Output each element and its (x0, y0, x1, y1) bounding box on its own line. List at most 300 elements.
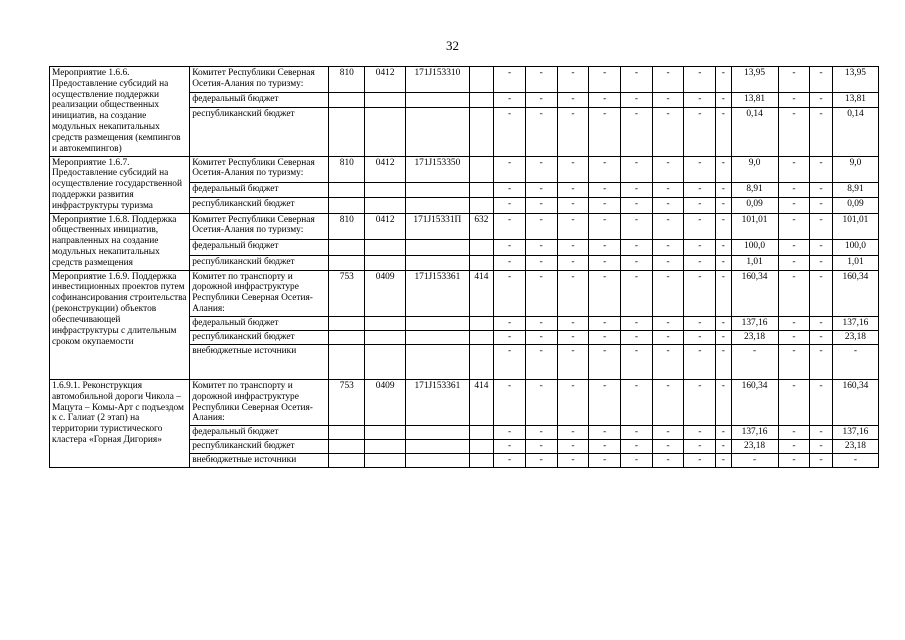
year-value-cell: - (525, 344, 557, 379)
expense-type-cell (469, 255, 494, 270)
expense-type-cell (469, 426, 494, 440)
year-value-cell: - (621, 213, 653, 240)
table-row (50, 213, 879, 240)
year-value-cell: - (810, 270, 833, 316)
year-value-cell: - (652, 213, 684, 240)
year-value-cell: 13,81 (731, 93, 778, 108)
year-value-cell: - (494, 255, 526, 270)
target-article-cell (406, 255, 469, 270)
target-article-cell (406, 453, 469, 467)
year-value-cell: - (525, 156, 557, 183)
year-value-cell: - (557, 316, 589, 330)
year-value-cell: - (684, 183, 716, 198)
year-value-cell: - (494, 67, 526, 93)
grbs-code-cell: 810 (329, 213, 365, 240)
year-value-cell: - (684, 316, 716, 330)
year-value-cell: - (525, 240, 557, 255)
year-value-cell: 0,14 (731, 107, 778, 156)
year-value-cell: - (684, 198, 716, 213)
section-code-cell: 0409 (365, 270, 406, 316)
year-value-cell: - (621, 255, 653, 270)
year-value-cell: - (525, 453, 557, 467)
year-value-cell: 13,95 (731, 67, 778, 93)
year-value-cell: - (716, 439, 731, 453)
total-cell: 23,18 (832, 439, 878, 453)
year-value-cell: - (810, 330, 833, 344)
year-value-cell: - (652, 198, 684, 213)
year-value-cell: - (652, 67, 684, 93)
year-value-cell: - (621, 107, 653, 156)
target-article-cell (406, 240, 469, 255)
total-cell: 0,09 (832, 198, 878, 213)
table-row (50, 67, 879, 93)
year-value-cell: - (494, 453, 526, 467)
grbs-code-cell: 753 (329, 379, 365, 425)
year-value-cell: - (652, 156, 684, 183)
target-article-cell (406, 330, 469, 344)
section-code-cell (365, 255, 406, 270)
year-value-cell: - (621, 344, 653, 379)
year-value-cell: - (494, 344, 526, 379)
year-value-cell: - (652, 453, 684, 467)
year-value-cell: - (810, 198, 833, 213)
year-value-cell: - (810, 255, 833, 270)
year-value-cell: - (778, 453, 810, 467)
year-value-cell: - (557, 198, 589, 213)
year-value-cell: - (778, 156, 810, 183)
target-article-cell: 171J15331П (406, 213, 469, 240)
year-value-cell: - (684, 453, 716, 467)
funding-source-cell: республиканский бюджет (190, 198, 329, 213)
year-value-cell: - (684, 213, 716, 240)
total-cell: 8,91 (832, 183, 878, 198)
expense-type-cell: 414 (469, 379, 494, 425)
target-article-cell: 171J153350 (406, 156, 469, 183)
activity-name-cell: Мероприятие 1.6.7. Предоставление субсидий на осуществление государственной поддержки развития инфраструктуры туризма (50, 156, 190, 213)
year-value-cell: - (589, 330, 621, 344)
year-value-cell: - (810, 183, 833, 198)
year-value-cell: - (589, 107, 621, 156)
expense-type-cell: 414 (469, 270, 494, 316)
year-value-cell: - (621, 379, 653, 425)
section-code-cell (365, 439, 406, 453)
year-value-cell: - (731, 453, 778, 467)
year-value-cell: - (684, 379, 716, 425)
year-value-cell: - (778, 330, 810, 344)
grbs-code-cell (329, 453, 365, 467)
grbs-code-cell (329, 316, 365, 330)
funding-source-cell: федеральный бюджет (190, 240, 329, 255)
year-value-cell: - (557, 255, 589, 270)
year-value-cell: - (621, 67, 653, 93)
year-value-cell: - (525, 213, 557, 240)
year-value-cell: - (589, 93, 621, 108)
grbs-code-cell (329, 255, 365, 270)
funding-source-cell: республиканский бюджет (190, 330, 329, 344)
table-row (50, 379, 879, 425)
year-value-cell: - (716, 93, 731, 108)
year-value-cell: - (810, 453, 833, 467)
grbs-code-cell (329, 198, 365, 213)
total-cell: 13,95 (832, 67, 878, 93)
table-row (50, 270, 879, 316)
section-code-cell (365, 426, 406, 440)
year-value-cell: - (810, 316, 833, 330)
year-value-cell: - (494, 240, 526, 255)
section-code-cell: 0412 (365, 156, 406, 183)
expense-type-cell (469, 93, 494, 108)
year-value-cell: - (621, 240, 653, 255)
expense-type-cell (469, 344, 494, 379)
year-value-cell: - (589, 270, 621, 316)
table-row (50, 156, 879, 183)
year-value-cell: - (589, 183, 621, 198)
section-code-cell (365, 344, 406, 379)
year-value-cell: - (716, 183, 731, 198)
year-value-cell: - (621, 439, 653, 453)
target-article-cell (406, 198, 469, 213)
funding-source-cell: республиканский бюджет (190, 107, 329, 156)
expense-type-cell (469, 183, 494, 198)
year-value-cell: - (716, 426, 731, 440)
target-article-cell (406, 93, 469, 108)
year-value-cell: - (810, 379, 833, 425)
year-value-cell: - (778, 344, 810, 379)
funding-source-cell: Комитет по транспорту и дорожной инфраструктуре Республики Северная Осетия-Алания: (190, 379, 329, 425)
year-value-cell: - (684, 107, 716, 156)
year-value-cell: - (716, 255, 731, 270)
funding-source-cell: Комитет Республики Северная Осетия-Алания по туризму: (190, 213, 329, 240)
year-value-cell: - (494, 270, 526, 316)
year-value-cell: - (778, 439, 810, 453)
year-value-cell: - (716, 240, 731, 255)
section-code-cell: 0409 (365, 379, 406, 425)
year-value-cell: - (621, 426, 653, 440)
year-value-cell: - (557, 453, 589, 467)
year-value-cell: - (525, 183, 557, 198)
expense-type-cell: 632 (469, 213, 494, 240)
page-number: 32 (446, 38, 459, 53)
funding-source-cell: федеральный бюджет (190, 316, 329, 330)
year-value-cell: - (557, 213, 589, 240)
year-value-cell: 101,01 (731, 213, 778, 240)
year-value-cell: - (652, 439, 684, 453)
year-value-cell: - (557, 270, 589, 316)
year-value-cell: - (778, 183, 810, 198)
year-value-cell: - (621, 270, 653, 316)
year-value-cell: - (621, 183, 653, 198)
grbs-code-cell: 810 (329, 67, 365, 93)
total-cell: 13,81 (832, 93, 878, 108)
target-article-cell (406, 316, 469, 330)
section-code-cell (365, 330, 406, 344)
year-value-cell: - (525, 198, 557, 213)
year-value-cell: - (778, 93, 810, 108)
year-value-cell: - (778, 270, 810, 316)
year-value-cell: - (684, 344, 716, 379)
year-value-cell: - (684, 240, 716, 255)
year-value-cell: - (684, 426, 716, 440)
year-value-cell: - (652, 240, 684, 255)
expense-type-cell (469, 240, 494, 255)
year-value-cell: - (731, 344, 778, 379)
year-value-cell: - (778, 213, 810, 240)
year-value-cell: - (589, 344, 621, 379)
funding-source-cell: Комитет по транспорту и дорожной инфраструктуре Республики Северная Осетия-Алания: (190, 270, 329, 316)
expense-type-cell (469, 198, 494, 213)
year-value-cell: - (621, 316, 653, 330)
year-value-cell: - (778, 107, 810, 156)
target-article-cell (406, 439, 469, 453)
grbs-code-cell (329, 426, 365, 440)
year-value-cell: - (494, 183, 526, 198)
year-value-cell: - (684, 439, 716, 453)
target-article-cell (406, 426, 469, 440)
funding-source-cell: Комитет Республики Северная Осетия-Алания по туризму: (190, 67, 329, 93)
year-value-cell: - (557, 156, 589, 183)
year-value-cell: - (652, 255, 684, 270)
year-value-cell: - (494, 379, 526, 425)
year-value-cell: - (525, 255, 557, 270)
activity-name-cell: Мероприятие 1.6.9. Поддержка инвестиционных проектов путем софинансирования строительства (реконструкции) объектов обеспечивающей инфраструктуры с длительным сроком окупаемости (50, 270, 190, 379)
total-cell: 137,16 (832, 316, 878, 330)
year-value-cell: - (778, 316, 810, 330)
year-value-cell: - (494, 198, 526, 213)
year-value-cell: - (652, 183, 684, 198)
year-value-cell: 137,16 (731, 316, 778, 330)
year-value-cell: - (716, 198, 731, 213)
grbs-code-cell: 810 (329, 156, 365, 183)
target-article-cell: 171J153361 (406, 270, 469, 316)
year-value-cell: - (684, 156, 716, 183)
year-value-cell: - (652, 330, 684, 344)
year-value-cell: - (525, 270, 557, 316)
year-value-cell: - (810, 240, 833, 255)
year-value-cell: - (716, 379, 731, 425)
year-value-cell: - (652, 344, 684, 379)
year-value-cell: 8,91 (731, 183, 778, 198)
year-value-cell: - (716, 330, 731, 344)
year-value-cell: - (589, 439, 621, 453)
section-code-cell (365, 316, 406, 330)
year-value-cell: - (557, 67, 589, 93)
target-article-cell: 171J153310 (406, 67, 469, 93)
year-value-cell: - (589, 379, 621, 425)
section-code-cell (365, 183, 406, 198)
activity-name-cell: Мероприятие 1.6.8. Поддержка общественных инициатив, направленных на создание модульных некапитальных средств размещения (50, 213, 190, 270)
activity-name-cell: Мероприятие 1.6.6. Предоставление субсидий на осуществление поддержки реализации общественных инициатив, на создание модульных некапитальных средств размещения (кемпингов и автокемпингов) (50, 67, 190, 157)
section-code-cell: 0412 (365, 67, 406, 93)
year-value-cell: - (494, 426, 526, 440)
year-value-cell: 160,34 (731, 270, 778, 316)
year-value-cell: - (652, 379, 684, 425)
year-value-cell: - (716, 67, 731, 93)
year-value-cell: 160,34 (731, 379, 778, 425)
year-value-cell: - (652, 107, 684, 156)
year-value-cell: - (525, 330, 557, 344)
year-value-cell: - (810, 426, 833, 440)
year-value-cell: - (494, 107, 526, 156)
grbs-code-cell (329, 183, 365, 198)
funding-source-cell: Комитет Республики Северная Осетия-Алания по туризму: (190, 156, 329, 183)
section-code-cell (365, 107, 406, 156)
year-value-cell: - (810, 67, 833, 93)
year-value-cell: - (778, 67, 810, 93)
year-value-cell: - (778, 379, 810, 425)
total-cell: 160,34 (832, 270, 878, 316)
grbs-code-cell (329, 330, 365, 344)
total-cell: 0,14 (832, 107, 878, 156)
budget-table (49, 66, 879, 468)
year-value-cell: - (494, 93, 526, 108)
year-value-cell: - (557, 330, 589, 344)
total-cell: 100,0 (832, 240, 878, 255)
grbs-code-cell: 753 (329, 270, 365, 316)
year-value-cell: - (557, 93, 589, 108)
target-article-cell (406, 183, 469, 198)
year-value-cell: - (621, 330, 653, 344)
year-value-cell: - (778, 426, 810, 440)
year-value-cell: - (557, 379, 589, 425)
funding-source-cell: внебюджетные источники (190, 453, 329, 467)
year-value-cell: - (525, 93, 557, 108)
year-value-cell: - (778, 198, 810, 213)
year-value-cell: - (621, 453, 653, 467)
funding-source-cell: федеральный бюджет (190, 426, 329, 440)
section-code-cell (365, 240, 406, 255)
year-value-cell: - (494, 330, 526, 344)
expense-type-cell (469, 67, 494, 93)
year-value-cell: - (778, 240, 810, 255)
expense-type-cell (469, 439, 494, 453)
grbs-code-cell (329, 93, 365, 108)
total-cell: - (832, 453, 878, 467)
year-value-cell: - (621, 93, 653, 108)
year-value-cell: 9,0 (731, 156, 778, 183)
funding-source-cell: республиканский бюджет (190, 439, 329, 453)
year-value-cell: - (589, 156, 621, 183)
section-code-cell (365, 453, 406, 467)
expense-type-cell (469, 156, 494, 183)
year-value-cell: - (494, 156, 526, 183)
year-value-cell: - (557, 344, 589, 379)
year-value-cell: 23,18 (731, 330, 778, 344)
year-value-cell: 0,09 (731, 198, 778, 213)
year-value-cell: - (810, 439, 833, 453)
expense-type-cell (469, 107, 494, 156)
year-value-cell: - (716, 270, 731, 316)
year-value-cell: - (589, 453, 621, 467)
total-cell: 137,16 (832, 426, 878, 440)
total-cell: 23,18 (832, 330, 878, 344)
year-value-cell: - (652, 316, 684, 330)
year-value-cell: - (525, 67, 557, 93)
year-value-cell: - (589, 67, 621, 93)
activity-name-cell: 1.6.9.1. Реконструкция автомобильной дороги Чикола – Мацута – Комы-Арт с подъездом к с. Галиат (2 этап) на территории туристического кластера «Горная Дигория» (50, 379, 190, 467)
year-value-cell: - (778, 255, 810, 270)
year-value-cell: - (557, 183, 589, 198)
year-value-cell: - (716, 316, 731, 330)
section-code-cell (365, 198, 406, 213)
year-value-cell: - (684, 93, 716, 108)
year-value-cell: - (810, 107, 833, 156)
year-value-cell: - (716, 453, 731, 467)
expense-type-cell (469, 316, 494, 330)
expense-type-cell (469, 330, 494, 344)
year-value-cell: - (494, 213, 526, 240)
year-value-cell: - (557, 107, 589, 156)
year-value-cell: - (652, 93, 684, 108)
year-value-cell: - (684, 255, 716, 270)
target-article-cell (406, 344, 469, 379)
year-value-cell: - (652, 270, 684, 316)
year-value-cell: - (589, 198, 621, 213)
year-value-cell: - (494, 316, 526, 330)
total-cell: 1,01 (832, 255, 878, 270)
grbs-code-cell (329, 439, 365, 453)
grbs-code-cell (329, 240, 365, 255)
year-value-cell: - (684, 270, 716, 316)
total-cell: 9,0 (832, 156, 878, 183)
grbs-code-cell (329, 344, 365, 379)
year-value-cell: - (589, 255, 621, 270)
year-value-cell: - (525, 379, 557, 425)
total-cell: 160,34 (832, 379, 878, 425)
year-value-cell: - (494, 439, 526, 453)
year-value-cell: - (557, 426, 589, 440)
year-value-cell: - (810, 156, 833, 183)
target-article-cell: 171J153361 (406, 379, 469, 425)
year-value-cell: - (589, 426, 621, 440)
total-cell: 101,01 (832, 213, 878, 240)
year-value-cell: - (621, 156, 653, 183)
year-value-cell: - (810, 344, 833, 379)
year-value-cell: - (652, 426, 684, 440)
grbs-code-cell (329, 107, 365, 156)
year-value-cell: - (716, 156, 731, 183)
year-value-cell: 1,01 (731, 255, 778, 270)
year-value-cell: - (589, 240, 621, 255)
year-value-cell: - (810, 213, 833, 240)
year-value-cell: - (589, 213, 621, 240)
year-value-cell: 23,18 (731, 439, 778, 453)
funding-source-cell: федеральный бюджет (190, 93, 329, 108)
expense-type-cell (469, 453, 494, 467)
year-value-cell: - (557, 240, 589, 255)
section-code-cell (365, 93, 406, 108)
year-value-cell: - (684, 67, 716, 93)
year-value-cell: - (525, 426, 557, 440)
year-value-cell: - (525, 439, 557, 453)
year-value-cell: - (525, 107, 557, 156)
funding-source-cell: федеральный бюджет (190, 183, 329, 198)
year-value-cell: - (684, 330, 716, 344)
year-value-cell: - (589, 316, 621, 330)
year-value-cell: 100,0 (731, 240, 778, 255)
funding-source-cell: внебюджетные источники (190, 344, 329, 379)
year-value-cell: - (716, 344, 731, 379)
year-value-cell: 137,16 (731, 426, 778, 440)
year-value-cell: - (621, 198, 653, 213)
funding-source-cell: республиканский бюджет (190, 255, 329, 270)
target-article-cell (406, 107, 469, 156)
year-value-cell: - (716, 213, 731, 240)
total-cell: - (832, 344, 878, 379)
section-code-cell: 0412 (365, 213, 406, 240)
year-value-cell: - (525, 316, 557, 330)
year-value-cell: - (557, 439, 589, 453)
year-value-cell: - (716, 107, 731, 156)
